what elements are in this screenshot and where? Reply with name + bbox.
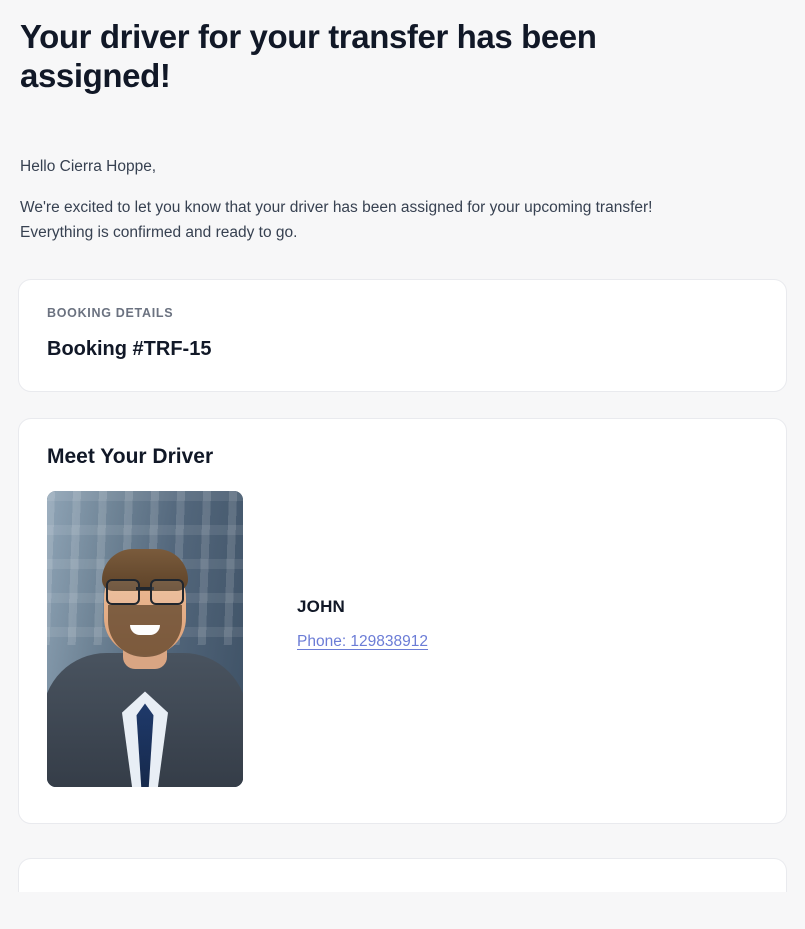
booking-details-label: BOOKING DETAILS — [47, 306, 174, 321]
greeting-text: Hello Cierra Hoppe, — [20, 157, 157, 175]
driver-photo — [47, 491, 243, 787]
driver-info — [297, 491, 428, 651]
driver-name: JOHN — [297, 597, 346, 617]
glasses-icon — [106, 579, 184, 601]
email-page — [0, 18, 805, 892]
driver-phone-link[interactable]: Phone: 129838912 — [297, 633, 429, 651]
booking-details-card — [18, 279, 787, 392]
booking-reference: Booking #TRF-15 — [47, 338, 212, 361]
driver-card — [18, 418, 787, 824]
driver-card-body — [47, 491, 758, 787]
intro-paragraph: We're excited to let you know that your driver has been assigned for your upcoming transfer! Everything is confirmed and ready to go. — [20, 198, 653, 241]
page-title: Your driver for your transfer has been assigned! — [20, 18, 597, 94]
next-section-card — [18, 858, 787, 892]
driver-card-title: Meet Your Driver — [47, 445, 214, 469]
